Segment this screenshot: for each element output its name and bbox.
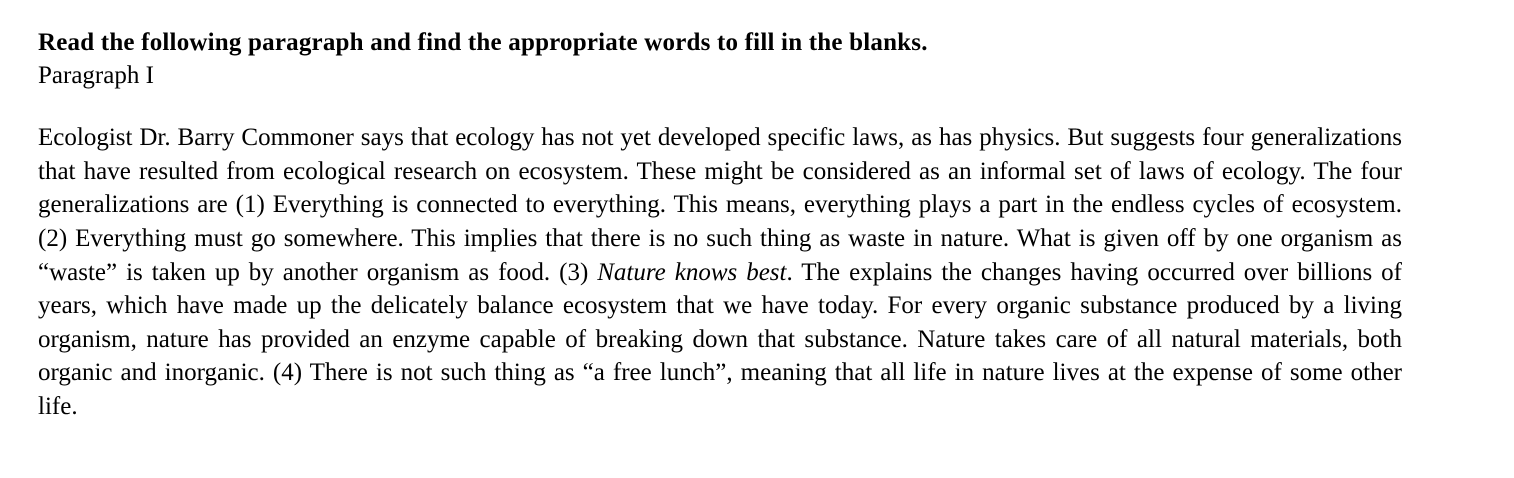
paragraph-spacer xyxy=(38,92,1402,121)
instruction-heading: Read the following paragraph and find the appropriate words to fill in the blanks. xyxy=(38,29,928,56)
paragraph-body-italic-phrase: Nature knows best xyxy=(597,258,787,286)
paragraph-body-segment-2: . The explains the changes having occurred over billions of years, which have made up the delicately balance ecosystem that we have today. For every organic substance produced by a living organism, nature has provided an enzyme capable of breaking down that substance. Nature takes care of all natural materials, both organic and inorganic. (4) There is not such thing as “a free lunch”, meaning that all life in nature lives at the expense of some other life. xyxy=(38,258,1403,420)
paragraph-label: Paragraph I xyxy=(38,62,154,89)
paragraph-body-segment-1: Ecologist Dr. Barry Commoner says that ecology has not yet developed specific laws, as has physics. But suggests four generalizations that have resulted from ecological research on ecosystem. These might be considered as an informal set of laws of ecology. The four generalizations are (1) Everything is connected to everything. This means, everything plays a part in the endless cycles of ecosystem. (2) Everything must go somewhere. This implies that there is no such thing as waste in nature. What is given off by one organism as “waste” is taken up by another organism as food. (3) xyxy=(38,124,1402,286)
paragraph-body xyxy=(38,121,1402,424)
